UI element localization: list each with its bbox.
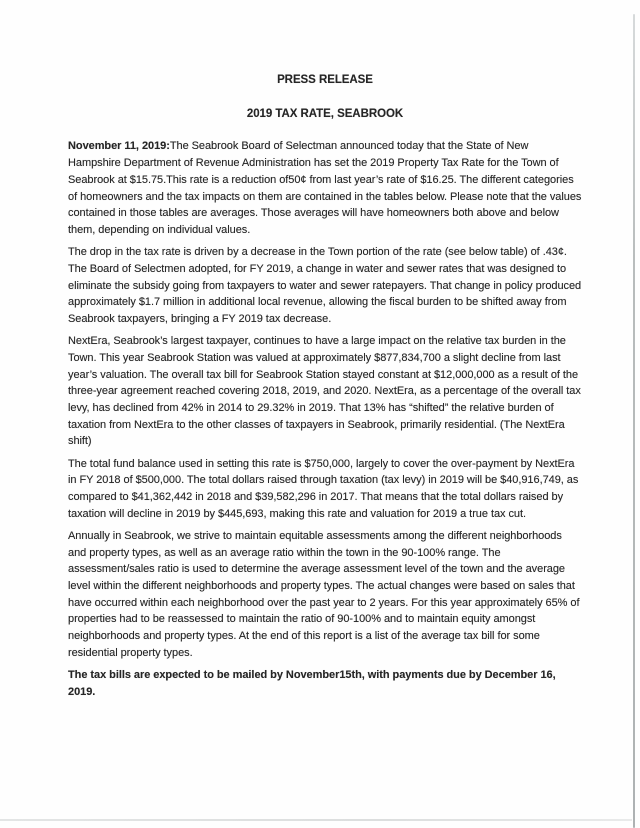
paragraph-announcement — [68, 138, 582, 238]
press-release-heading: PRESS RELEASE — [277, 74, 373, 86]
scan-page-edge-bottom — [0, 819, 632, 821]
document-body — [68, 72, 582, 706]
paragraph-mailing-notice-text: The tax bills are expected to be mailed by November15th, with payments due by December 16, 2019. — [68, 669, 556, 698]
scan-page-edge-right — [633, 14, 635, 828]
paragraph-nextera-text: NextEra, Seabrook’s largest taxpayer, continues to have a large impact on the relative tax burden in the Town. This year Seabrook Station was valued at approximately $877,834,700 a slight decline from last year’s valuation. The overall tax bill for Seabrook Station stayed constant at $12,000,000 as a result of the three-year agreement reached covering 2018, 2019, and 2020. NextEra, as a percentage of the overall tax levy, has declined from 42% in 2014 to 29.32% in 2019. That 13% has “shifted” the relative burden of taxation from NextEra to the other classes of taxpayers in Seabrook, primarily residential. (The NextEra shift) — [68, 335, 581, 448]
paragraph-announcement-text: The Seabrook Board of Selectman announced today that the State of New Hampshire Department of Revenue Administration has set the 2019 Property Tax Rate for the Town of Seabrook at $15.75.This rate is a reduction of50¢ from last year’s rate of $16.25. The different categories of homeowners and the tax impacts on them are contained in the tables below. Please note that the values contained in those tables are averages. Those averages will have homeowners both above and below them, depending on individual values. — [68, 140, 582, 236]
paragraph-assessments — [68, 528, 582, 662]
paragraph-mailing-notice — [68, 667, 582, 700]
paragraph-fund-balance — [68, 456, 582, 523]
paragraph-nextera — [68, 333, 582, 450]
paragraph-fund-balance-text: The total fund balance used in setting this rate is $750,000, largely to cover the over-payment by NextEra in FY 2018 of $500,000. The total dollars raised through taxation (tax levy) in 2019 will be $40,916,749, as compared to $41,362,442 in 2018 and $39,582,296 in 2017. That means that the total dollars raised by taxation will decline in 2019 by $445,693, making this rate and valuation for 2019 a true tax cut. — [68, 457, 579, 520]
paragraph-announcement-date-lead: November 11, 2019: — [68, 140, 170, 153]
paragraph-rate-drop — [68, 244, 582, 328]
paragraph-assessments-text: Annually in Seabrook, we strive to maintain equitable assessments among the different neighborhoods and property types, as well as an average ratio within the town in the 90-100% range. The assessment/sales ratio is used to determine the average assessment level of the town and the average level within the different neighborhoods and property types. The actual changes were based on sales that have occurred within each neighborhood over the past year to 2 years. For this year approximately 65% of properties had to be reassessed to maintain the ratio of 90-100% and to maintain equity amongst neighborhoods and property types. At the end of this report is a list of the average tax bill for some residential property types. — [68, 529, 580, 659]
paragraph-rate-drop-text: The drop in the tax rate is driven by a decrease in the Town portion of the rate (see below table) of .43¢. The Board of Selectmen adopted, for FY 2019, a change in water and sewer rates that was designed to eliminate the subsidy going from taxpayers to water and sewer ratepayers. That change in policy produced approximately $1.7 million in additional local revenue, allowing the fiscal burden to be shifted away from Seabrook taxpayers, bringing a FY 2019 tax decrease. — [68, 246, 582, 325]
tax-rate-title: 2019 TAX RATE, SEABROOK — [246, 107, 404, 120]
